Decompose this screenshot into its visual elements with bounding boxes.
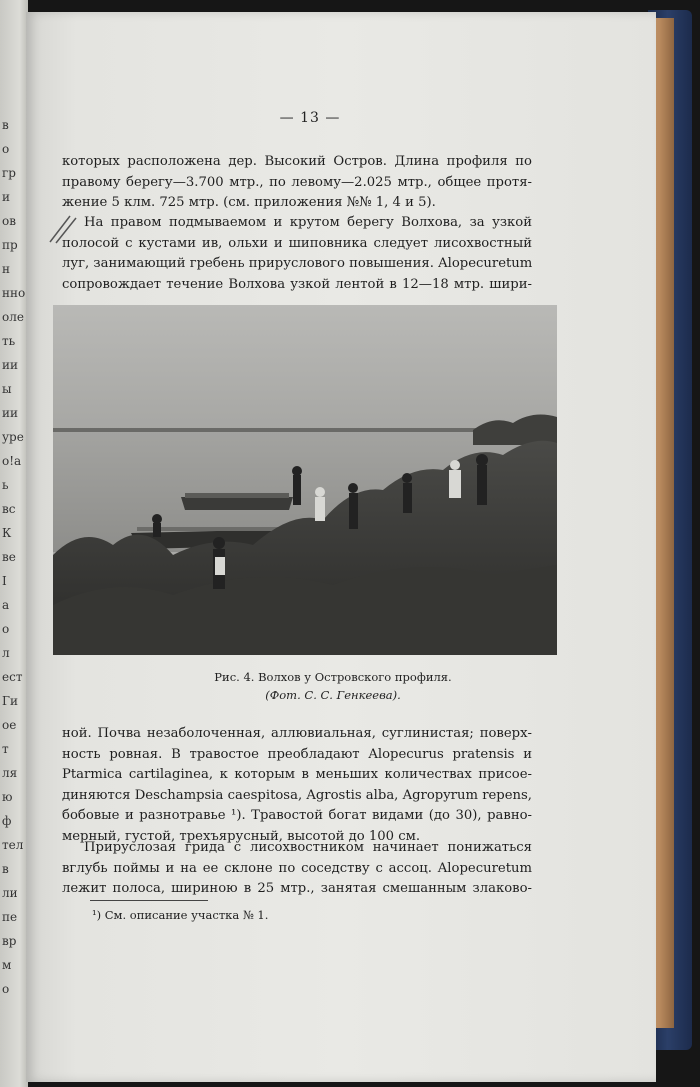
previous-page-text-fragment: о [2, 622, 10, 636]
text-line: полосой с кустами ив, ольхи и шиповника следует лисохвостный [62, 235, 532, 251]
caption-title: Рис. 4. Волхов у Островского профиля. [214, 670, 452, 684]
previous-page-text-fragment: л [2, 646, 10, 660]
previous-page-text-fragment: ь [2, 478, 9, 492]
previous-page-text-fragment: о [2, 982, 10, 996]
previous-page-text-fragment: К [2, 526, 12, 540]
previous-page-text-fragment: ест [2, 670, 23, 684]
text-line: жение 5 клм. 725 мтр. (см. приложения №№ 1, 4 и 5). [62, 195, 436, 210]
previous-page-text-fragment: ии [2, 358, 18, 372]
text-line: лежит полоса, шириною в 25 мтр., занятая смешанным злаково- [62, 881, 532, 896]
previous-page-text-fragment: т [2, 742, 9, 756]
text-line: диняются Deschampsia caespitosa, Agrostis alba, Agropyrum repens, [62, 787, 532, 803]
previous-page-text-fragment: ли [2, 886, 18, 900]
text-line: которых расположена дер. Высокий Остров. Длина профиля по [62, 154, 532, 169]
previous-page-text-fragment: ля [2, 766, 18, 780]
caption-credit: (Фот. С. С. Генкеева). [265, 688, 401, 702]
previous-page-text-fragment: ии [2, 406, 18, 420]
photograph-volkhov-river [53, 305, 557, 655]
previous-page-text-fragment: в [2, 862, 9, 876]
paragraph-2 [62, 213, 532, 295]
previous-page-text-fragment: вс [2, 502, 16, 516]
paragraph-1 [62, 152, 532, 214]
text-line: луг, занимающий гребень прируслового повышения. Alopecuretum [62, 256, 533, 271]
footnote-divider [90, 900, 208, 901]
previous-page-text-fragment: в [2, 118, 9, 132]
page-number: — 13 — [279, 110, 341, 126]
text-line: вглубь поймы и на ее склоне по соседству с ассоц. Alopecuretum [62, 860, 532, 876]
previous-page-text-fragment: ое [2, 718, 17, 732]
previous-page-text-fragment: ть [2, 334, 16, 348]
text-line: ной. Почва незаболоченная, аллювиальная, суглинистая; поверх- [62, 726, 532, 741]
text-line: мерный, густой, трехъярусный, высотой до 100 см. [62, 828, 421, 844]
text-line: На правом подмываемом и крутом берегу Волхова, за узкой [84, 215, 532, 230]
photo-illustration [53, 305, 557, 655]
previous-page-edge [0, 0, 28, 1087]
previous-page-text-fragment: пе [2, 910, 18, 924]
paragraph-3 [62, 724, 532, 847]
previous-page-text-fragment: ы [2, 382, 12, 396]
footnote: ¹) См. описание участка № 1. [92, 908, 269, 922]
previous-page-text-fragment: ю [2, 790, 13, 804]
previous-page-text-fragment: вр [2, 934, 17, 948]
previous-page-text-fragment: ве [2, 550, 16, 564]
previous-page-text-fragment: н [2, 262, 10, 276]
figure-caption [52, 668, 614, 704]
previous-page-text-fragment: ов [2, 214, 16, 228]
previous-page-text-fragment: нно [2, 286, 26, 300]
text-line: сопровождает течение Волхова узкой лентой в 12—18 мтр. шири- [62, 276, 532, 292]
previous-page-text-fragment: o!a [2, 454, 22, 468]
text-line: правому берегу—3.700 мтр., по левому—2.025 мтр., общее протя- [62, 174, 532, 190]
paragraph-4 [62, 838, 532, 900]
previous-page-text-fragment: пр [2, 238, 18, 252]
text-line: Прируслозая грида с лисохвостником начинает понижаться [84, 840, 532, 855]
previous-page-text-fragment: оле [2, 310, 24, 324]
previous-page-text-fragment: о [2, 142, 10, 156]
previous-page-text-fragment: м [2, 958, 12, 972]
previous-page-text-fragment: уре [2, 430, 24, 444]
text-line: бобовые и разнотравье ¹). Травостой богат видами (до 30), равно- [62, 808, 532, 823]
book-page [26, 12, 656, 1082]
previous-page-text-fragment: Ги [2, 694, 18, 708]
previous-page-text-fragment: гр [2, 166, 16, 180]
previous-page-text-fragment: и [2, 190, 10, 204]
previous-page-text-fragment: I [2, 574, 7, 588]
previous-page-text-fragment: тел [2, 838, 24, 852]
pencil-mark-icon [48, 212, 78, 246]
text-line: ность ровная. В травостое преобладают Alopecurus pratensis и [62, 746, 532, 762]
previous-page-text-fragment: ф [2, 814, 12, 828]
previous-page-text-fragment: а [2, 598, 10, 612]
text-line: Ptarmica cartilaginea, к которым в меньших количествах присое- [62, 767, 532, 782]
